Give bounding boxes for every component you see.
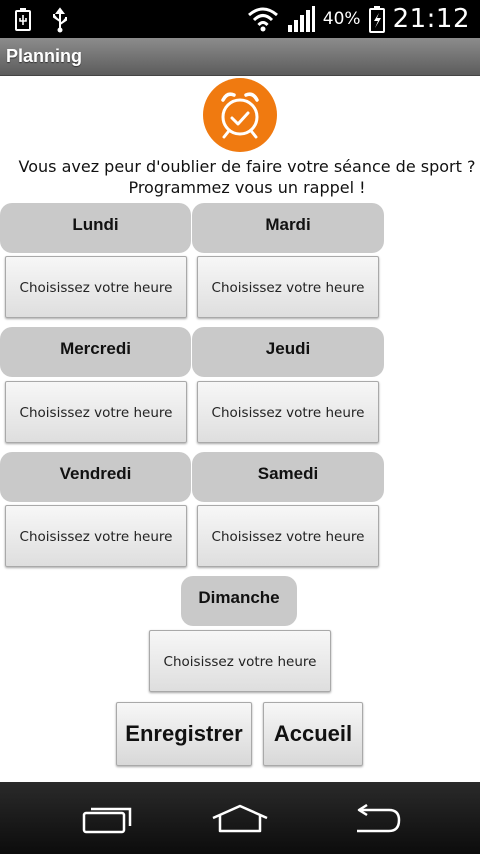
time-button-lundi[interactable]: Choisissez votre heure (5, 256, 187, 318)
home-button[interactable]: Accueil (263, 702, 363, 766)
time-button-jeudi[interactable]: Choisissez votre heure (197, 381, 379, 443)
status-bar (0, 0, 480, 38)
alarm-clock-logo (203, 78, 277, 152)
day-label-mardi: Mardi (192, 203, 384, 253)
time-button-mercredi[interactable]: Choisissez votre heure (5, 381, 187, 443)
home-icon (210, 804, 270, 834)
clock: 21:12 (392, 4, 470, 34)
usb-icon (50, 7, 70, 33)
day-label-samedi: Samedi (192, 452, 384, 502)
time-button-mardi[interactable]: Choisissez votre heure (197, 256, 379, 318)
alarm-clock-icon (203, 78, 277, 152)
wifi-icon (247, 6, 279, 32)
day-label-mercredi: Mercredi (0, 327, 191, 377)
recent-apps-button[interactable] (73, 796, 143, 842)
back-button[interactable] (340, 796, 410, 842)
signal-icon (287, 5, 315, 33)
battery-charging-icon (369, 5, 385, 33)
recent-apps-icon (82, 804, 134, 834)
day-label-dimanche: Dimanche (181, 576, 297, 626)
day-label-vendredi: Vendredi (0, 452, 191, 502)
usb-battery-icon (12, 7, 34, 31)
time-button-dimanche[interactable]: Choisissez votre heure (149, 630, 331, 692)
day-label-jeudi: Jeudi (192, 327, 384, 377)
title-bar (0, 38, 480, 76)
home-nav-button[interactable] (205, 796, 275, 842)
intro-line-1: Vous avez peur d'oublier de faire votre séance de sport ? (18, 157, 476, 176)
time-button-vendredi[interactable]: Choisissez votre heure (5, 505, 187, 567)
back-icon (347, 804, 403, 834)
battery-percent: 40% (322, 9, 361, 29)
save-button[interactable]: Enregistrer (116, 702, 252, 766)
time-button-samedi[interactable]: Choisissez votre heure (197, 505, 379, 567)
page-title: Planning (6, 46, 82, 66)
day-label-lundi: Lundi (0, 203, 191, 253)
navigation-bar (0, 782, 480, 854)
intro-line-2: Programmez vous un rappel ! (128, 178, 366, 197)
intro-text (0, 156, 480, 198)
